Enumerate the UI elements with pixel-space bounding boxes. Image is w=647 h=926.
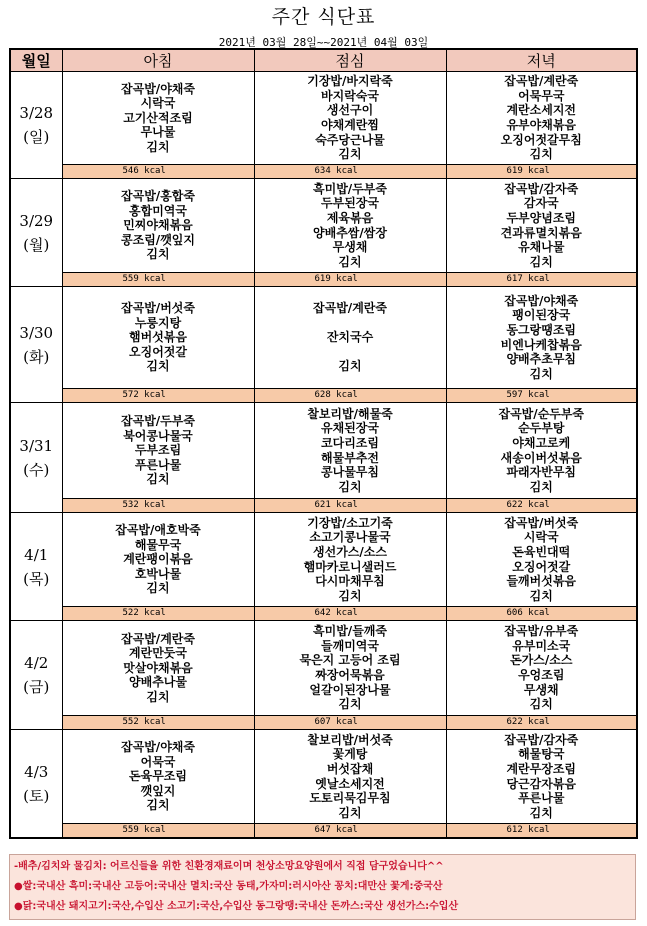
dinner-cell: [446, 287, 637, 389]
menu-item: 김치: [529, 697, 553, 712]
menu-item: 다시마채무침: [315, 574, 385, 589]
day-row: [10, 179, 637, 273]
menu-item: 돈가스/소스: [510, 653, 573, 668]
menu-item: 잡곡밥/홍합죽: [121, 189, 195, 204]
kcal-row: [10, 716, 637, 730]
menu-item: 잡곡밥/버섯죽: [121, 301, 195, 316]
menu-item: [255, 316, 446, 331]
dinner-cell: [446, 513, 637, 607]
menu-item: 김치: [529, 805, 553, 820]
dinner-kcal: 622 kcal: [446, 499, 637, 513]
header-dinner: 저녁: [446, 49, 637, 72]
menu-item: 푸른나물: [518, 791, 565, 806]
menu-item: 김치: [529, 147, 553, 162]
menu-item: 푸른나물: [134, 457, 182, 472]
dinner-cell: [446, 179, 637, 273]
lunch-kcal: 642 kcal: [254, 607, 446, 621]
menu-item: 꽃게탕: [332, 747, 368, 762]
page-title: 주간 식단표: [271, 6, 376, 28]
menu-item: 소고기콩나물국: [309, 530, 391, 545]
note-origin-meat: ●닭:국내산 돼지고기:국산,수입산 소고기:국산,수입산 동그랑땡:국내산 돈까스:국산 생선가스:수입산: [14, 901, 459, 912]
dinner-kcal: 612 kcal: [446, 824, 637, 839]
menu-item: 계란팽이볶음: [123, 552, 193, 567]
menu-item: 잡곡밥/야채죽: [121, 81, 195, 96]
breakfast-kcal: 559 kcal: [62, 824, 254, 839]
menu-item: 잡곡밥/감자죽: [504, 732, 579, 747]
day-row: [10, 730, 637, 824]
menu-item: 제육볶음: [326, 210, 374, 225]
menu-item: 시락국: [140, 96, 176, 111]
menu-item: 햄버섯볶음: [129, 330, 187, 345]
menu-item: 우엉조림: [518, 668, 565, 682]
menu-item: 시락국: [523, 530, 559, 545]
menu-item: 비엔나케찹볶음: [500, 337, 582, 352]
menu-item: 고기산적조림: [123, 110, 193, 125]
menu-item: 돈육무조림: [129, 769, 187, 784]
menu-item: 홍합미역국: [129, 203, 187, 218]
menu-item: 김치: [338, 805, 362, 820]
day-row: [10, 621, 637, 716]
day-cell: [10, 513, 62, 621]
menu-item: 생선가스/소스: [313, 544, 387, 559]
day-date: 3/28: [19, 104, 54, 122]
lunch-kcal: 607 kcal: [254, 716, 446, 730]
menu-item: 잡곡밥/야채죽: [121, 740, 195, 755]
breakfast-kcal: 572 kcal: [62, 389, 254, 403]
note-origin-grains-fish: ●쌀:국내산 흑미:국내산 고등어:국내산 멸치:국산 동태,가자미:러시아산 꽁치:대만산 꽃게:중국산: [14, 881, 443, 892]
day-date: 3/31: [19, 436, 54, 455]
menu-item: 무생채: [332, 240, 368, 255]
menu-item: 유채나물: [518, 240, 565, 255]
breakfast-cell: [62, 72, 254, 165]
menu-item: 옛날소세지전: [315, 776, 385, 791]
dinner-kcal: 622 kcal: [446, 716, 637, 730]
menu-item: 야채계란찜: [321, 118, 379, 132]
menu-item: 무생채: [523, 682, 559, 697]
menu-item: 바지락숙국: [321, 88, 379, 103]
menu-item: 김치: [146, 472, 170, 487]
day-weekday: (일): [23, 128, 50, 146]
breakfast-cell: [62, 621, 254, 716]
menu-item: 감자국: [523, 196, 559, 211]
day-date: 3/30: [19, 323, 54, 342]
dinner-kcal: 619 kcal: [446, 165, 637, 179]
menu-item: 계란무장조림: [506, 761, 577, 776]
breakfast-kcal: 532 kcal: [62, 499, 254, 513]
menu-item: 오징어젓갈: [129, 344, 187, 359]
header-breakfast: 아침: [62, 49, 254, 72]
menu-item: 계란소세지전: [506, 103, 577, 118]
day-row: [10, 287, 637, 389]
menu-item: 짜장어묵볶음: [315, 668, 385, 682]
weekly-menu-table: [9, 48, 638, 839]
menu-item: 기장밥/소고기죽: [307, 515, 393, 530]
menu-period: 2021년 03월 28일~~2021년 04월 03일: [218, 36, 429, 49]
menu-item: 콩나물무침: [321, 465, 379, 480]
menu-item: 들깨버섯볶음: [506, 574, 577, 589]
menu-item: 해물탕국: [518, 747, 565, 762]
breakfast-cell: [62, 513, 254, 607]
breakfast-cell: [62, 730, 254, 824]
day-cell: [10, 621, 62, 730]
menu-item: 들깨미역국: [321, 638, 379, 653]
breakfast-kcal: 546 kcal: [62, 165, 254, 179]
menu-item: 찰보리밥/버섯죽: [307, 732, 393, 747]
kcal-row: [10, 607, 637, 621]
menu-item: 민찌야채볶음: [123, 218, 193, 233]
lunch-cell: [254, 72, 446, 165]
menu-item: 흑미밥/들깨죽: [313, 624, 387, 639]
breakfast-cell: [62, 403, 254, 499]
kcal-row: [10, 273, 637, 287]
menu-item: 오징어젓갈: [512, 559, 571, 574]
menu-item: 김치: [338, 359, 362, 374]
menu-item: 흑미밥/두부죽: [313, 181, 387, 196]
menu-item: 잡곡밥/버섯죽: [504, 515, 579, 530]
menu-body: [10, 72, 637, 839]
note-kimchi: -배추/김치와 물김치: 어르신들을 위한 친환경재료이며 천상소망요양원에서 직접 담구었습니다^^: [14, 861, 444, 872]
day-cell: [10, 179, 62, 287]
day-weekday: (토): [23, 786, 50, 805]
menu-item: 잡곡밥/계란죽: [313, 301, 387, 316]
menu-item: 잡곡밥/유부죽: [504, 624, 579, 639]
menu-item: 찰보리밥/해물죽: [307, 406, 393, 421]
day-weekday: (화): [23, 347, 50, 366]
menu-item: 어묵국: [140, 754, 176, 769]
menu-item: 두부조림: [134, 443, 182, 458]
menu-item: 순두부탕: [518, 421, 565, 436]
menu-item: 묵은지 고등어 조림: [299, 653, 401, 668]
menu-item: 호박나물: [134, 566, 182, 581]
lunch-cell: [254, 730, 446, 824]
dinner-kcal: 606 kcal: [446, 607, 637, 621]
menu-item: 유부야채볶음: [506, 118, 577, 132]
menu-item: 김치: [146, 581, 170, 596]
menu-item: 맛살야채볶음: [123, 660, 193, 675]
menu-item: 누룽지탕: [134, 315, 182, 330]
menu-item: 당근감자볶음: [506, 776, 577, 791]
menu-item: 잡곡밥/계란죽: [504, 74, 579, 89]
kcal-row: [10, 499, 637, 513]
menu-item: 북어콩나물국: [123, 428, 193, 443]
lunch-cell: [254, 179, 446, 273]
day-date: 4/2: [24, 654, 49, 672]
lunch-kcal: 621 kcal: [254, 499, 446, 513]
day-cell: [10, 403, 62, 513]
menu-item: 유채된장국: [321, 421, 379, 436]
menu-item: 김치: [146, 798, 170, 813]
menu-item: 얼갈이된장나물: [309, 682, 391, 697]
lunch-cell: [254, 287, 446, 389]
menu-item: 김치: [529, 254, 553, 269]
lunch-kcal: 619 kcal: [254, 273, 446, 287]
breakfast-cell: [62, 179, 254, 273]
menu-item: 버섯잡채: [326, 761, 374, 776]
kcal-row: [10, 389, 637, 403]
menu-item: 어묵무국: [518, 88, 565, 103]
dinner-cell: [446, 730, 637, 824]
menu-item: 김치: [338, 479, 362, 494]
day-weekday: (수): [23, 460, 50, 479]
menu-item: 생선구이: [326, 103, 374, 118]
menu-item: 돈육빈대떡: [512, 544, 571, 559]
menu-item: [255, 345, 446, 360]
header-lunch: 점심: [254, 49, 446, 72]
lunch-cell: [254, 403, 446, 499]
menu-item: 잡곡밥/애호박죽: [115, 523, 201, 538]
lunch-cell: [254, 621, 446, 716]
notes-box: [9, 854, 636, 920]
menu-item: 두부양념조림: [506, 210, 577, 225]
header-day: 월일: [10, 49, 62, 72]
menu-item: 김치: [338, 254, 362, 269]
kcal-row: [10, 824, 637, 839]
kcal-row: [10, 165, 637, 179]
menu-item: 양배추나물: [129, 675, 187, 690]
dinner-cell: [446, 621, 637, 716]
menu-item: 김치: [338, 588, 362, 603]
table-header-row: [10, 49, 637, 72]
menu-item: 견과류멸치볶음: [500, 225, 582, 240]
menu-item: 잡곡밥/감자죽: [504, 181, 579, 196]
menu-item: 김치: [338, 147, 362, 162]
day-weekday: (금): [23, 678, 50, 696]
menu-item: 무나물: [140, 125, 176, 140]
menu-item: 김치: [338, 697, 362, 712]
menu-item: 잡곡밥/야채죽: [504, 293, 579, 308]
dinner-kcal: 617 kcal: [446, 273, 637, 287]
menu-item: 기장밥/바지락죽: [307, 74, 393, 89]
menu-item: 햄마카로니샐러드: [303, 559, 397, 574]
menu-item: 김치: [529, 588, 553, 603]
day-row: [10, 403, 637, 499]
day-date: 4/1: [24, 545, 49, 564]
menu-item: 동그랑땡조림: [506, 322, 577, 337]
day-cell: [10, 730, 62, 839]
menu-item: 팽이된장국: [512, 308, 571, 323]
day-date: 3/29: [19, 211, 54, 230]
menu-item: 잔치국수: [326, 330, 374, 345]
menu-item: 파래자반무침: [506, 465, 577, 480]
menu-item: 깻잎지: [140, 783, 176, 798]
menu-item: 잡곡밥/두부죽: [121, 414, 195, 429]
dinner-cell: [446, 403, 637, 499]
menu-item: 김치: [529, 366, 553, 381]
day-cell: [10, 287, 62, 403]
menu-item: 유부미소국: [512, 638, 571, 653]
menu-item: 양배추쌈/쌈장: [313, 225, 387, 240]
dinner-cell: [446, 72, 637, 165]
menu-item: 도토리묵김무침: [309, 791, 391, 806]
menu-item: 양배추초무침: [506, 352, 577, 367]
menu-item: 잡곡밥/계란죽: [121, 631, 195, 646]
day-row: [10, 513, 637, 607]
menu-item: 두부된장국: [321, 196, 379, 211]
day-weekday: (목): [23, 569, 50, 588]
day-cell: [10, 72, 62, 179]
menu-item: 콩조림/깻잎지: [121, 232, 195, 247]
menu-item: 야채고로케: [512, 435, 571, 450]
menu-item: 잡곡밥/순두부죽: [498, 406, 585, 421]
dinner-kcal: 597 kcal: [446, 389, 637, 403]
menu-item: 새송이버섯볶음: [500, 450, 582, 465]
menu-item: 계란만둣국: [129, 646, 187, 661]
day-row: [10, 72, 637, 165]
breakfast-kcal: 522 kcal: [62, 607, 254, 621]
lunch-cell: [254, 513, 446, 607]
menu-item: 코다리조림: [321, 435, 379, 450]
lunch-kcal: 628 kcal: [254, 389, 446, 403]
menu-item: 김치: [146, 689, 170, 704]
lunch-kcal: 647 kcal: [254, 824, 446, 839]
menu-item: 김치: [146, 359, 170, 374]
breakfast-kcal: 552 kcal: [62, 716, 254, 730]
menu-item: 숙주당근나물: [315, 132, 385, 147]
breakfast-cell: [62, 287, 254, 389]
menu-item: 김치: [146, 139, 170, 154]
menu-item: 오징어젓갈무침: [500, 132, 582, 147]
menu-item: 김치: [529, 479, 553, 494]
breakfast-kcal: 559 kcal: [62, 273, 254, 287]
lunch-kcal: 634 kcal: [254, 165, 446, 179]
menu-item: 김치: [146, 247, 170, 262]
day-weekday: (월): [23, 235, 50, 254]
menu-item: 해물무국: [134, 537, 182, 552]
day-date: 4/3: [24, 762, 49, 781]
menu-item: 해물부추전: [321, 450, 379, 465]
